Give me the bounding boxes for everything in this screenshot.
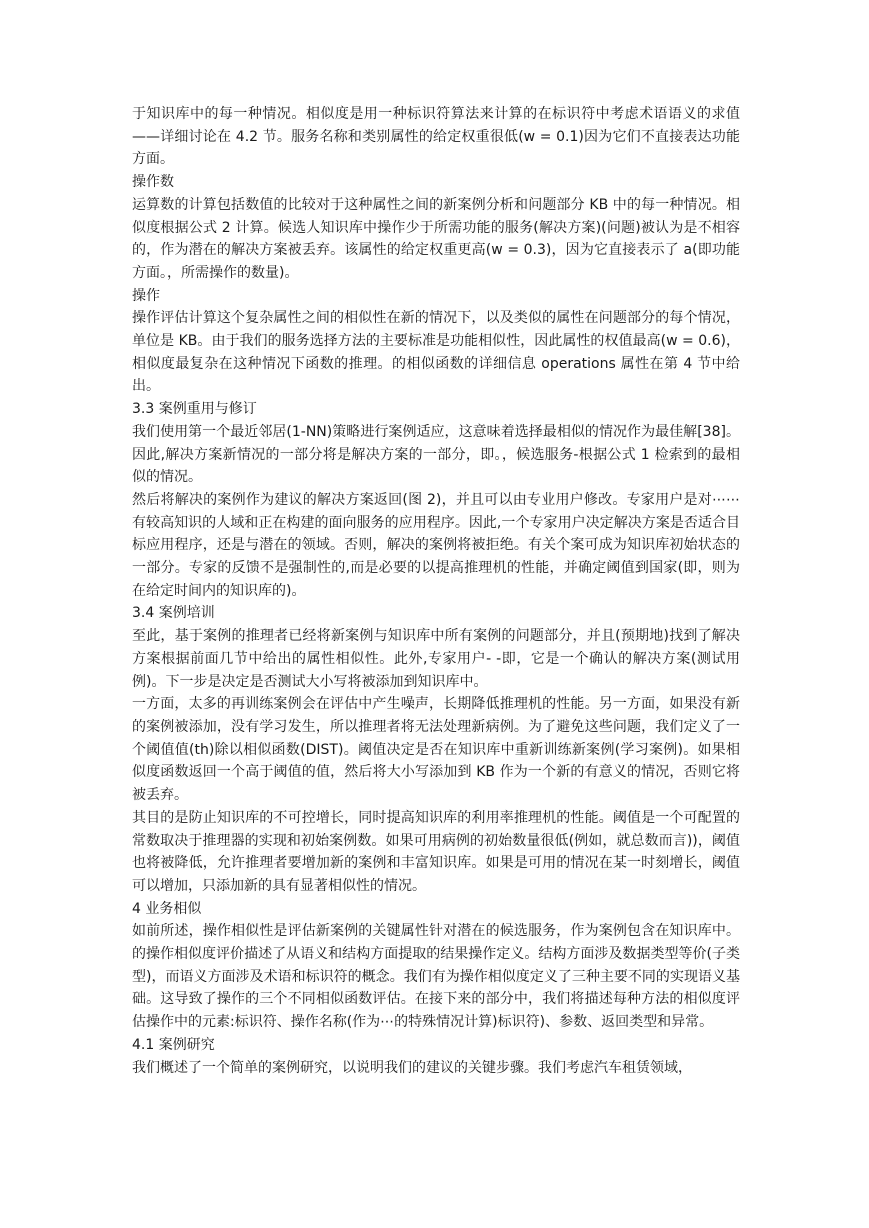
paragraph-case-revision: 然后将解决的案例作为建议的解决方案返回(图 2)，并且可以由专业用户修改。专家用户是对⋯⋯有较高知识的人域和正在构建的面向服务的应用程序。因此,一个专家用户决定解决方案是否适合目标应用程序，还是与潜在的领域。否则，解决的案例将被拒绝。有关个案可成为知识库初始状态的一部分。专家的反馈不是强制性的,而是必要的以提高推理机的性能，并确定阈值到国家(即，则为在给定时间内的知识库的)。	[132, 491, 740, 599]
paragraph-case-study: 我们概述了一个简单的案例研究，以说明我们的建议的关键步骤。我们考虑汽车租赁领域，	[132, 1059, 692, 1076]
paragraph-knowledge-base-similarity: 于知识库中的每一种情况。相似度是用一种标识符算法来计算的在标识符中考虑术语语义的求值——详细讨论在 4.2 节。服务名称和类别属性的给定权重很低(w = 0.1)因为它们不直接表达功能方面。	[132, 106, 740, 168]
paragraph-case-reuse: 我们使用第一个最近邻居(1-NN)策略进行案例适应，这意味着选择最相似的情况作为最佳解[38]。因此,解决方案新情况的一部分将是解决方案的一部分，即。，候选服务-根据公式 1 检索到的最相似的情况。	[132, 423, 740, 486]
paragraph-threshold-purpose: 其目的是防止知识库的不可控增长，同时提高知识库的利用率推理机的性能。阈值是一个可配置的常数取决于推理器的实现和初始案例数。如果可用病例的初始数量很低(例如，就总数而言))，阈值也将被降低，允许推理者要增加新的案例和丰富知识库。如果是可用的情况在某一时刻增长，阈值可以增加，只添加新的具有显著相似性的情况。	[132, 809, 740, 894]
heading-section-4-1: 4.1 案例研究	[132, 1036, 215, 1053]
paragraph-threshold-definition: 一方面，太多的再训练案例会在评估中产生噪声，长期降低推理机的性能。另一方面，如果没有新的案例被添加，没有学习发生，所以推理者将无法处理新病例。为了避免这些问题，我们定义了一个阈值值(th)除以相似函数(DIST)。阈值决定是否在知识库中重新训练新案例(学习案例)。如果相似度函数返回一个高于阈值的值，然后将大小写添加到 KB 作为一个新的有意义的情况，否则它将被丢弃。	[132, 696, 740, 804]
heading-operands: 操作数	[132, 174, 174, 191]
heading-operations: 操作	[132, 287, 160, 304]
heading-section-3-3: 3.3 案例重用与修订	[132, 401, 257, 418]
heading-section-3-4: 3.4 案例培训	[132, 605, 215, 622]
paragraph-operands: 运算数的计算包括数值的比较对于这种属性之间的新案例分析和问题部分 KB 中的每一种情况。相似度根据公式 2 计算。候选人知识库中操作少于所需功能的服务(解决方案)(问题)被认为是不相容的，作为潜在的解决方案被丢弃。该属性的给定权重更高(w = 0.3)，因为它直接表示了 a(即功能方面。，所需操作的数量)。	[132, 196, 740, 281]
paragraph-operation-similarity: 如前所述，操作相似性是评估新案例的关键属性针对潜在的候选服务，作为案例包含在知识库中。的操作相似度评价描述了从语义和结构方面提取的结果操作定义。结构方面涉及数据类型等价(子类型)，而语义方面涉及术语和标识符的概念。我们有为操作相似度定义了三种主要不同的实现语义基础。这导致了操作的三个不同相似函数评估。在接下来的部分中，我们将描述每种方法的相似度评估操作中的元素:标识符、操作名称(作为⋯的特殊情况计算)标识符)、参数、返回类型和异常。	[132, 923, 740, 1031]
paragraph-case-training-intro: 至此，基于案例的推理者已经将新案例与知识库中所有案例的问题部分，并且(预期地)找到了解决方案根据前面几节中给出的属性相似性。此外,专家用户- -即，它是一个确认的解决方案(测试用例)。下一步是决定是否测试大小写将被添加到知识库中。	[132, 628, 740, 690]
heading-section-4: 4 业务相似	[132, 900, 202, 917]
paragraph-operations: 操作评估计算这个复杂属性之间的相似性在新的情况下，以及类似的属性在问题部分的每个情况，单位是 KB。由于我们的服务选择方法的主要标准是功能相似性，因此属性的权值最高(w = 0.6)，相似度最复杂在这种情况下函数的推理。的相似函数的详细信息 operations 属性在第 4 节中给出。	[132, 310, 740, 395]
document-body	[132, 103, 740, 1079]
